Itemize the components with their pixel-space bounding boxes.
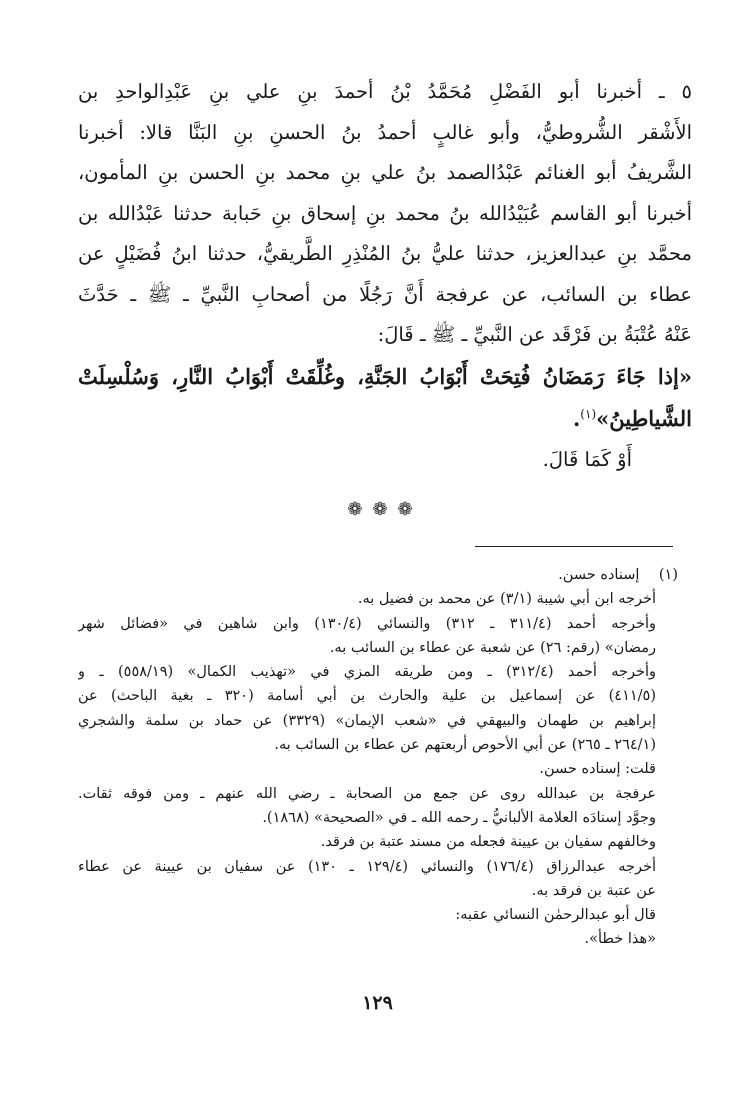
main-paragraph [78,72,692,356]
footnote-line: أخرجه عبدالرزاق (١٧٦/٤) والنسائي (١٢٩/٤ ـ ١٣٠) عن سفيان بن عيينة عن عطاء [78,858,656,875]
main-line: محمَّد بنِ عبدالعزيز، حدثنا عليُّ بنُ المُنْذِرِ الطَّريقيُّ، حدثنا ابنُ فُضَيْلٍ عن [78,242,692,265]
hadith-line [78,398,692,440]
main-line: عطاء بن السائب، عن عرفجة أَنَّ رَجُلًا من أصحابِ النَّبيِّ ـ ﷺ ـ حَدَّثَ [78,282,692,306]
footnotes-section [78,563,678,952]
footnote-number: (١) [658,567,678,583]
footnote-line: عن عتبة بن فرقد به. [531,882,656,899]
footnote-line-text: إسناده حسن. [558,567,640,583]
footnote-line [78,563,678,587]
footnote-line: وأخرجه أحمد (٣١١/٤ ـ ٣١٢) والنسائي (١٣٠/٤) وابن شاهين في «فضائل شهر [78,615,656,632]
footnote-line: رمضان» (رقم: ٢٦) عن شعبة عن عطاء بن السائب به. [329,639,656,656]
page-body [78,72,692,532]
footnote-line: قال أبو عبدالرحمٰن النسائي عقبه: [455,907,656,924]
footnote-line: (٤١١/٥) عن إسماعيل بن علية والحارث بن أبي أسامة (٣٢٠ ـ بغية الباحث) عن [78,688,656,705]
footnote-line: وجوَّد إسنادَه العلامة الألبانيُّ ـ رحمه الله ـ في «الصحيحة» (١٨٦٨). [262,809,656,826]
hadith-line-text: الشَّياطِينُ» [596,405,692,431]
footnote-reference[interactable]: (١) [580,406,597,421]
footnote-divider [475,546,673,547]
main-line: الأَشْقر الشُّروطيُّ، وأبو غالبٍ أحمدُ بنُ الحسنِ بنِ البَنَّا قالا: أخبرنا [78,120,692,144]
footnote-line: إبراهيم بن طهمان والبيهقي في «شعب الإيمان» (٣٣٢٩) عن حماد بن سلمة والشجري [78,712,656,729]
footnote-line: عرفجة بن عبدالله روى عن جمع من الصحابة ـ رضي الله عنهم ـ ومن فوقه ثقات. [78,785,656,802]
footnote-line: أخرجه ابن أبي شيبة (٣/١) عن محمد بن فضيل به. [357,591,656,608]
main-line: عَنْهُ عُتْبَةُ بن فَرْقَد عن النَّبيِّ ـ ﷺ ـ قَالَ: [377,323,692,346]
footnote-line: (٢٦٤/١ ـ ٢٦٥) عن أبي الأحوص أربعتهم عن عطاء بن السائب به. [274,737,656,754]
main-line: الشَّريفُ أبو الغنائم عَبْدُالصمد بنُ علي بنِ محمد بنِ الحسن بنِ المأمون، [78,161,692,184]
footnote-line: «هذا خطأ». [584,931,656,948]
hadith-text [78,356,692,440]
ornament-separator: ❁❁❁ [347,498,423,520]
hadith-line: «إذا جَاءَ رَمَضَانُ فُتِحَتْ أَبْوَابُ الجَنَّةِ، وغُلِّقَتْ أَبْوَابُ النَّارِ، وَسُلْسِلَتْ [78,363,692,389]
footnote-line: وأخرجه أحمد (٣١٢/٤) ـ ومن طريقه المزي في «تهذيب الكمال» (٥٥٨/١٩) ـ و [78,664,656,681]
main-line: ٥ ـ أخبرنا أبو الفَضْلِ مُحَمَّدُ بْنُ أحمدَ بنِ علي بنِ عَبْدِالواحدِ بن [78,80,692,103]
hadith-line-end: . [572,405,581,431]
footnote-line: قلت: إسناده حسن. [539,761,656,778]
page-number: ١٢٩ [362,992,393,1014]
main-line: أخبرنا أبو القاسم عُبَيْدُالله بنُ محمد بنِ إسحاق بنِ حَبابة حدثنا عَبْدُالله بن [78,201,692,225]
closing-phrase: أَوْ كَمَا قَالَ. [542,447,632,471]
footnote-line: وخالفهم سفيان بن عيينة فجعله من مسند عتبة بن فرقد. [320,834,656,851]
